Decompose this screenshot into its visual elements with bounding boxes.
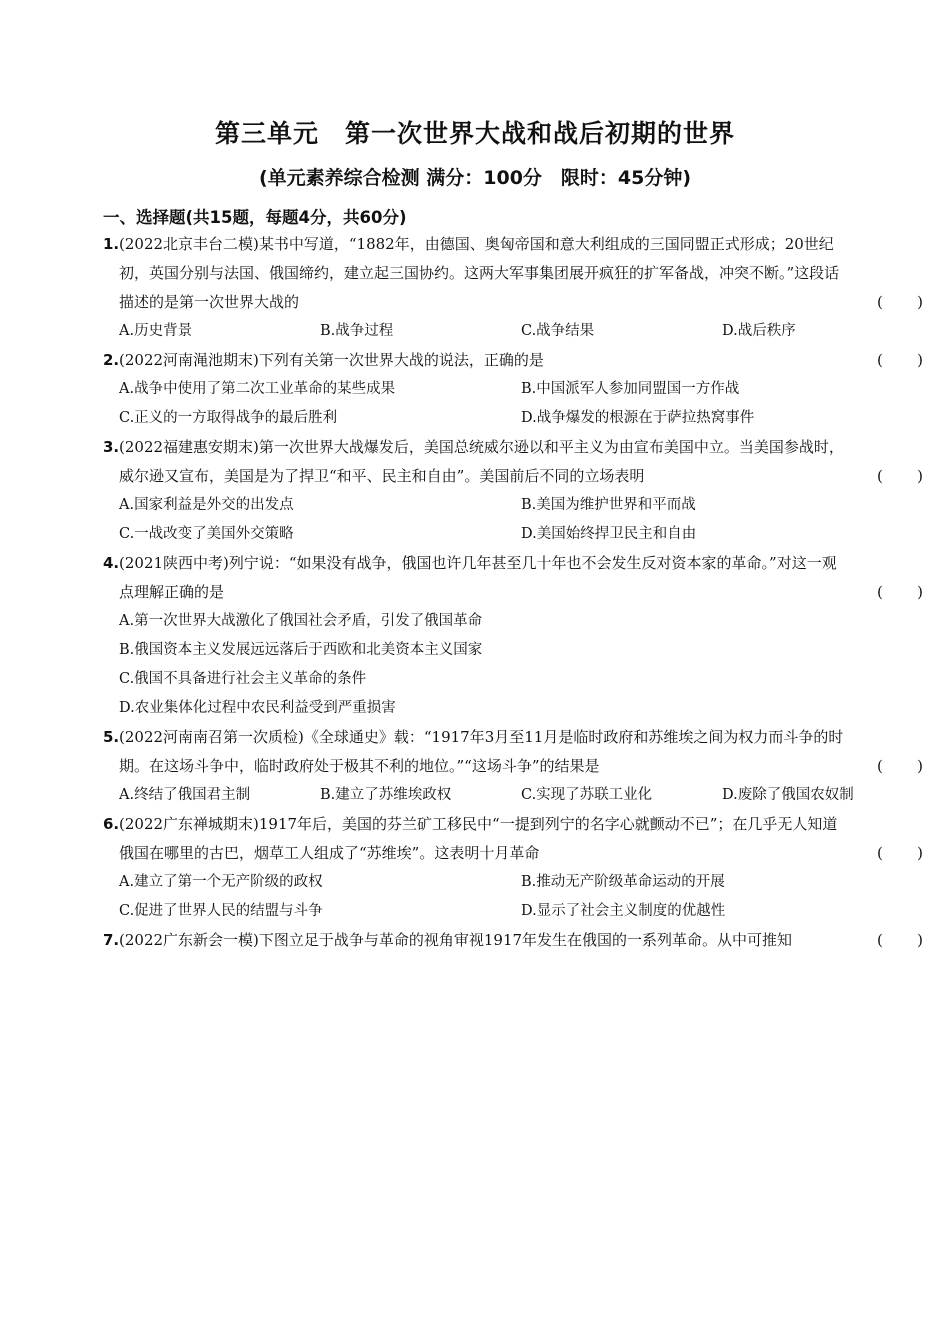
answer-blank — [877, 578, 923, 607]
answer-paren-open: ( — [877, 844, 883, 862]
question-item — [103, 433, 923, 549]
option-item: B.建立了苏维埃政权 — [320, 787, 452, 803]
option-list — [103, 868, 923, 926]
option-item: D.战争爆发的根源在于萨拉热窝事件 — [521, 410, 755, 426]
option-item: B.俄国资本主义发展远远落后于西欧和北美资本主义国家 — [119, 642, 483, 658]
option-list — [103, 375, 923, 433]
question-text: (2021陕西中考)列宁说：“如果没有战争，俄国也许几年甚至几十年也不会发生反对资本家的革命。”对这一观点理解正确的是 — [119, 554, 837, 601]
answer-blank — [877, 839, 923, 868]
question-stem — [103, 230, 923, 317]
option-item: C.正义的一方取得战争的最后胜利 — [119, 410, 338, 426]
question-item — [103, 549, 923, 723]
option-list — [103, 317, 923, 346]
answer-paren-open: ( — [877, 293, 883, 311]
answer-paren-open: ( — [877, 583, 883, 601]
question-number: 4. — [103, 554, 120, 572]
answer-paren-close: ) — [917, 467, 923, 485]
question-number: 7. — [103, 931, 120, 949]
option-item: D.废除了俄国农奴制 — [722, 787, 854, 803]
option-item: C.促进了世界人民的结盟与斗争 — [119, 903, 323, 919]
question-item — [103, 346, 923, 433]
option-list — [103, 491, 923, 549]
question-text: (2022广东新会一模)下图立足于战争与革命的视角审视1917年发生在俄国的一系列革命。从中可推知 — [119, 931, 793, 949]
page-subtitle: (单元素养综合检测 满分：100分 限时：45分钟) — [258, 167, 692, 189]
option-item: C.实现了苏联工业化 — [521, 787, 653, 803]
page-title: 第三单元 第一次世界大战和战后初期的世界 — [214, 119, 735, 148]
question-text: (2022河南渑池期末)下列有关第一次世界大战的说法，正确的是 — [119, 351, 544, 369]
question-text: (2022福建惠安期末)第一次世界大战爆发后，美国总统威尔逊以和平主义为由宣布美国中立。当美国参战时，威尔逊又宣布，美国是为了捍卫“和平、民主和自由”。美国前后不同的立场表明 — [119, 438, 844, 485]
question-stem — [103, 810, 923, 868]
question-stem — [103, 549, 923, 607]
question-text: (2022广东禅城期末)1917年后，美国的芬兰矿工移民中“一提到列宁的名字心就颤动不已”；在几乎无人知道俄国在哪里的古巴，烟草工人组成了“苏维埃”。这表明十月革命 — [119, 815, 838, 862]
option-item: B.中国派军人参加同盟国一方作战 — [521, 381, 740, 397]
option-item: C.战争结果 — [521, 323, 595, 339]
answer-paren-open: ( — [877, 757, 883, 775]
option-item: D.农业集体化过程中农民利益受到严重损害 — [119, 700, 396, 716]
option-item: A.国家利益是外交的出发点 — [119, 497, 294, 513]
question-stem — [103, 433, 923, 491]
option-item: A.历史背景 — [119, 323, 193, 339]
option-list — [103, 607, 923, 723]
answer-blank — [877, 462, 923, 491]
option-item: D.显示了社会主义制度的优越性 — [521, 903, 726, 919]
answer-blank — [877, 926, 923, 955]
answer-blank — [877, 346, 923, 375]
question-number: 2. — [103, 351, 120, 369]
question-text: (2022北京丰台二模)某书中写道，“1882年，由德国、奥匈帝国和意大利组成的三国同盟正式形成；20世纪初，英国分别与法国、俄国缔约，建立起三国协约。这两大军事集团展开疯狂的扩军备战，冲突不断。”这段话描述的是第一次世界大战的 — [119, 235, 840, 311]
question-item — [103, 230, 923, 346]
question-number: 5. — [103, 728, 120, 746]
option-item: B.推动无产阶级革命运动的开展 — [521, 874, 725, 890]
answer-blank — [877, 288, 923, 317]
answer-paren-close: ) — [917, 844, 923, 862]
answer-paren-open: ( — [877, 467, 883, 485]
question-stem — [103, 723, 923, 781]
option-item: D.美国始终捍卫民主和自由 — [521, 526, 697, 542]
option-item: A.第一次世界大战激化了俄国社会矛盾，引发了俄国革命 — [119, 613, 483, 629]
option-item: A.战争中使用了第二次工业革命的某些成果 — [119, 381, 396, 397]
answer-paren-open: ( — [877, 931, 883, 949]
option-item: C.俄国不具备进行社会主义革命的条件 — [119, 671, 367, 687]
question-text: (2022河南南召第一次质检)《全球通史》载：“1917年3月至11月是临时政府和苏维埃之间为权力而斗争的时期。在这场斗争中，临时政府处于极其不利的地位。”“这场斗争”的结果是 — [119, 728, 844, 775]
answer-paren-close: ) — [917, 351, 923, 369]
question-number: 1. — [103, 235, 120, 253]
answer-paren-close: ) — [917, 583, 923, 601]
answer-paren-open: ( — [877, 351, 883, 369]
question-stem — [103, 926, 923, 955]
question-item — [103, 810, 923, 926]
answer-paren-close: ) — [917, 757, 923, 775]
question-item — [103, 926, 923, 955]
answer-blank — [877, 752, 923, 781]
question-item — [103, 723, 923, 810]
option-item: B.美国为维护世界和平而战 — [521, 497, 696, 513]
answer-paren-close: ) — [917, 931, 923, 949]
option-list — [103, 781, 923, 810]
answer-paren-close: ) — [917, 293, 923, 311]
option-item: D.战后秩序 — [722, 323, 796, 339]
question-number: 3. — [103, 438, 120, 456]
option-item: A.建立了第一个无产阶级的政权 — [119, 874, 323, 890]
section-heading: 一、选择题(共15题，每题4分，共60分) — [103, 208, 407, 227]
question-number: 6. — [103, 815, 120, 833]
question-stem — [103, 346, 923, 375]
option-item: C.一战改变了美国外交策略 — [119, 526, 294, 542]
option-item: B.战争过程 — [320, 323, 394, 339]
question-list — [103, 230, 923, 955]
option-item: A.终结了俄国君主制 — [119, 787, 251, 803]
